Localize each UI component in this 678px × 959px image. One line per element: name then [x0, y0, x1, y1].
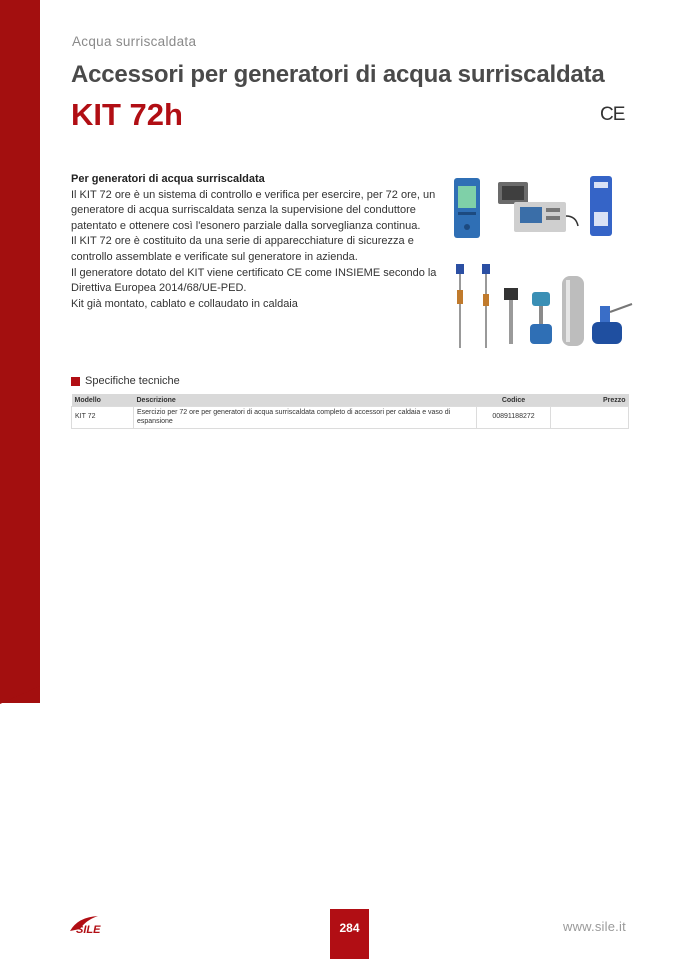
column-header-descrizione: Descrizione — [134, 394, 477, 407]
control-valve-image — [530, 292, 552, 344]
column-header-codice: Codice — [477, 394, 551, 407]
cell-codice: 00891188272 — [477, 407, 551, 429]
column-header-modello: Modello — [72, 394, 134, 407]
specs-heading-label: Specifiche tecniche — [85, 375, 180, 387]
product-images — [448, 172, 638, 354]
intro-paragraph: Il generatore dotato del KIT viene certificato CE come INSIEME secondo la Direttiva Europea 2014/68/UE-PED. — [71, 266, 437, 295]
product-title: KIT 72h — [71, 97, 183, 132]
probe-sensor-image — [456, 264, 490, 348]
column-header-prezzo: Prezzo — [551, 394, 629, 407]
intro-lead: Per generatori di acqua surriscaldata — [71, 173, 265, 185]
flow-switch-image — [504, 288, 518, 344]
section-label: Acqua surriscaldata — [72, 34, 197, 49]
intro-text — [71, 172, 443, 312]
display-unit-image — [498, 182, 578, 232]
specs-heading — [71, 375, 180, 387]
table-row — [72, 407, 629, 429]
ce-mark-icon: CE — [600, 104, 625, 125]
square-bullet-icon — [71, 377, 80, 386]
intro-paragraph: Il KIT 72 ore è un sistema di controllo e verifica per esercire, per 72 ore, un generatore di acqua surriscaldata senza la supervisione del conduttore patentato e ottenere così l'esonero parziale dalla sorveglianza continua. — [71, 188, 436, 232]
cell-prezzo — [551, 407, 629, 429]
side-color-bar-tip — [0, 686, 40, 704]
page-number: 284 — [330, 909, 369, 959]
controller-panel-image — [454, 178, 480, 238]
intro-paragraph: Kit già montato, cablato e collaudato in caldaia — [71, 297, 298, 310]
cell-descrizione: Esercizio per 72 ore per generatori di acqua surriscaldata completo di accessori per caldaia e vaso di espansione — [134, 407, 477, 429]
svg-text:SILE: SILE — [76, 924, 101, 936]
cell-modello: KIT 72 — [72, 407, 134, 429]
website-link[interactable]: www.sile.it — [563, 919, 626, 934]
page-title: Accessori per generatori di acqua surriscaldata — [71, 61, 605, 88]
safety-valve-image — [592, 304, 632, 344]
table-header-row — [72, 394, 629, 407]
specs-table — [71, 394, 629, 429]
intro-paragraph: Il KIT 72 ore è costituito da una serie di apparecchiature di sicurezza e controllo assemblate e verificate sul generatore in azienda. — [71, 235, 414, 263]
sile-logo — [68, 913, 114, 937]
expansion-vessel-image — [562, 276, 584, 346]
blue-module-image — [590, 176, 612, 236]
side-color-bar — [0, 0, 40, 703]
